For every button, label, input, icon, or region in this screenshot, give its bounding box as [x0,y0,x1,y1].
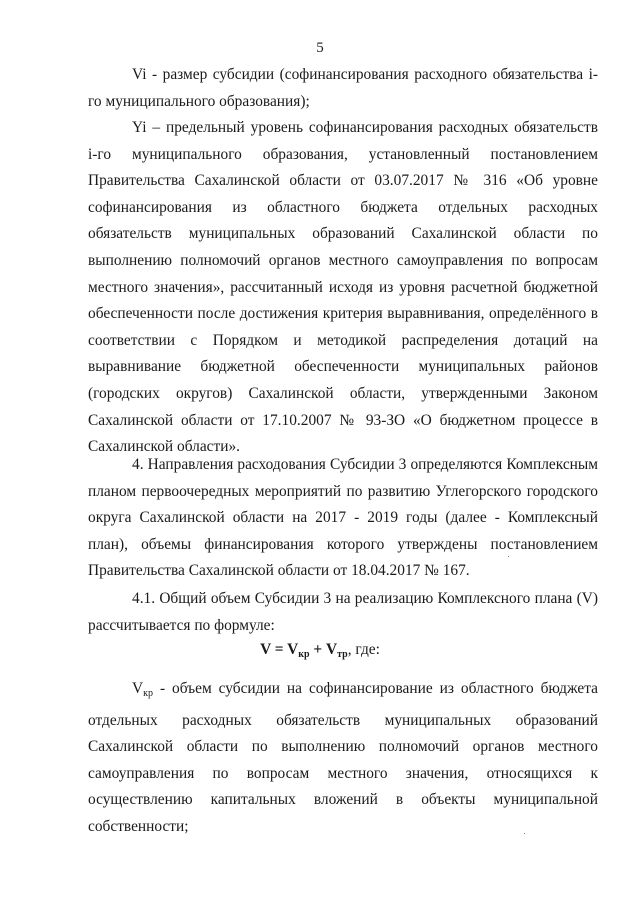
paragraph-vkr-definition [88,676,598,841]
formula-sub-tr: тр [337,649,348,660]
formula-v [0,637,640,668]
scan-speck [508,556,509,557]
paragraph-item-4-1: 4.1. Общий объем Субсидии 3 на реализацию Комплексного плана (V) рассчитывается по формуле: [88,590,598,634]
formula-sub-kr: кр [298,649,310,660]
page-number: 5 [316,40,324,56]
formula-tail: , где: [347,641,380,658]
paragraph-yi-definition: Yi – предельный уровень софинансирования расходных обязательств i-го муниципального образования, установленный постановлением Правительства Сахалинской области от 03.07.2017 № 316 «Об уровне софинансирования из областного бюджета отдельных расходных обязательств муниципальных образований Сахалинской области по выполнению полномочий органов местного самоуправления по вопросам местного значения», рассчитанный исходя из уровня расчетной бюджетной обеспеченности после достижения критерия выравнивания, определённого в соответствии с Порядком и методикой распределения дотаций на выравнивание бюджетной обеспеченности муниципальных районов (городских округов) Сахалинской области, утвержденными Законом Сахалинской области от 17.10.2007 № 93-ЗО «О бюджетном процессе в Сахалинской области». [88,119,598,456]
formula-lhs: V = V [260,641,299,658]
formula-plus: + V [309,641,338,658]
paragraph-vi-definition: Vi - размер субсидии (софинансирования расходного обязательства i-го муниципального образования); [88,66,598,110]
vkr-symbol: V [132,680,144,697]
paragraph-item-4: 4. Направления расходования Субсидии 3 определяются Комплексным планом первоочередных мероприятий по развитию Углегорского городского округа Сахалинской области на 2017 - 2019 годы (далее - Комплексный план), объемы финансирования которого утверждены постановлением Правительства Сахалинской области от 18.04.2017 № 167. [88,456,598,580]
vkr-subscript: кр [143,688,153,699]
scan-speck [524,833,525,834]
vkr-definition-text: - объем субсидии на софинансирование из областного бюджета отдельных расходных обязательств муниципальных образований Сахалинской области по выполнению полномочий органов местного самоуправления по вопросам местного значения, относящихся к осуществлению капитальных вложений в объекты муниципальной собственности; [88,680,598,835]
